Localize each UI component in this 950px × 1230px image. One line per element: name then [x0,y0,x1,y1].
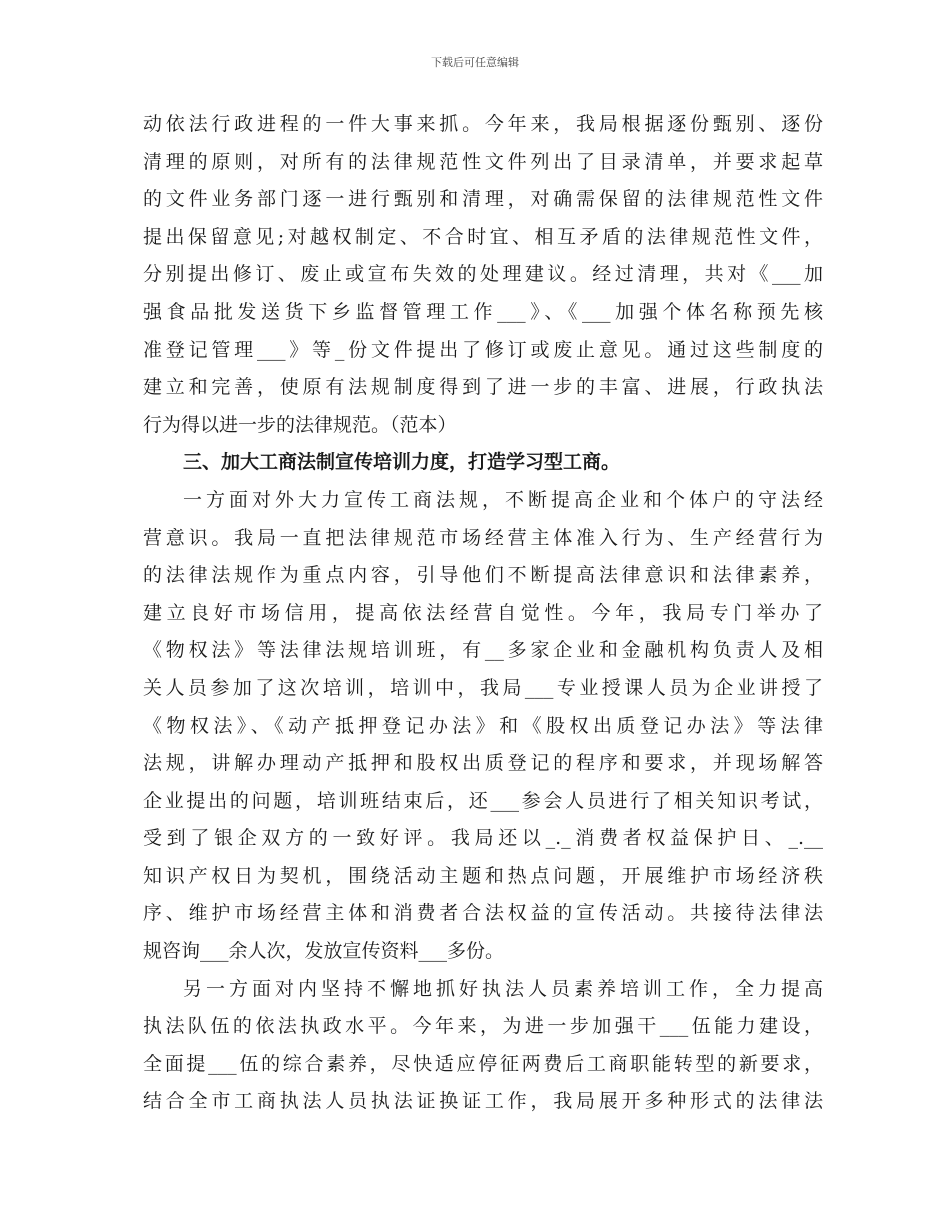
text-line: 一方面对外大力宣传工商法规，不断提高企业和个体户的守法经 [183,488,823,511]
paragraph [143,106,823,444]
text-line: 营意识。我局一直把法律规范市场经营主体准入行为、生产经营行为 [143,526,823,549]
text-line: 全面提___伍的综合素养，尽快适应停征两费后工商职能转型的新要求， [143,1052,823,1075]
text-line: 结合全市工商执法人员执法证换证工作，我局展开多种形式的法律法 [143,1090,823,1113]
text-line: 建立和完善，使原有法规制度得到了进一步的丰富、进展，行政执法 [143,376,823,399]
text-line: 动依法行政进程的一件大事来抓。今年来，我局根据逐份甄别、逐份 [143,113,823,135]
document-body [143,106,823,1121]
text-line: 受到了银企双方的一致好评。我局还以_._消费者权益保护日、_.__ [143,827,823,850]
text-line: 行为得以进一步的法律规范。（范本） [143,413,457,436]
text-line: 执法队伍的依法执政水平。今年来，为进一步加强干___伍能力建设， [143,1015,823,1038]
text-line: 规咨询___余人次，发放宣传资料___多份。 [143,940,505,963]
text-line: 关人员参加了这次培训，培训中，我局___专业授课人员为企业讲授了 [143,676,823,699]
text-line: 法规，讲解办理动产抵押和股权出质登记的程序和要求，并现场解答 [143,752,823,775]
page-header: 下载后可任意编辑 [431,56,519,69]
text-line: 分别提出修订、废止或宣布失效的处理建议。经过清理，共对《___加 [143,263,823,286]
text-line: 提出保留意见;对越权制定、不合时宜、相互矛盾的法律规范性文件， [143,225,823,248]
text-line: 清理的原则，对所有的法律规范性文件列出了目录清单，并要求起草 [143,150,823,173]
text-line: 的文件业务部门逐一进行甄别和清理，对确需保留的法律规范性文件 [143,188,823,211]
text-line: 《物权法》、《动产抵押登记办法》和《股权出质登记办法》等法律 [143,714,823,737]
paragraph [143,971,823,1121]
text-line: 强食品批发送货下乡监督管理工作___》、《___加强个体名称预先核 [143,300,823,323]
text-line: 准登记管理___》等_份文件提出了修订或废止意见。通过这些制度的 [143,338,823,361]
section-heading [143,444,823,482]
paragraph [143,482,823,971]
text-line: 序、维护市场经营主体和消费者合法权益的宣传活动。共接待法律法 [143,902,823,925]
text-line: 《物权法》等法律法规培训班，有__多家企业和金融机构负责人及相 [143,639,823,662]
text-line: 知识产权日为契机，围绕活动主题和热点问题，开展维护市场经济秩 [143,864,823,887]
text-line: 企业提出的问题，培训班结束后，还___参会人员进行了相关知识考试， [143,789,823,812]
text-line: 的法律法规作为重点内容，引导他们不断提高法律意识和法律素养， [143,564,823,587]
heading-text: 三、加大工商法制宣传培训力度，打造学习型工商。 [183,451,621,474]
text-line: 建立良好市场信用，提高依法经营自觉性。今年，我局专门举办了 [143,601,823,624]
text-line: 另一方面对内坚持不懈地抓好执法人员素养培训工作，全力提高 [183,977,823,1000]
